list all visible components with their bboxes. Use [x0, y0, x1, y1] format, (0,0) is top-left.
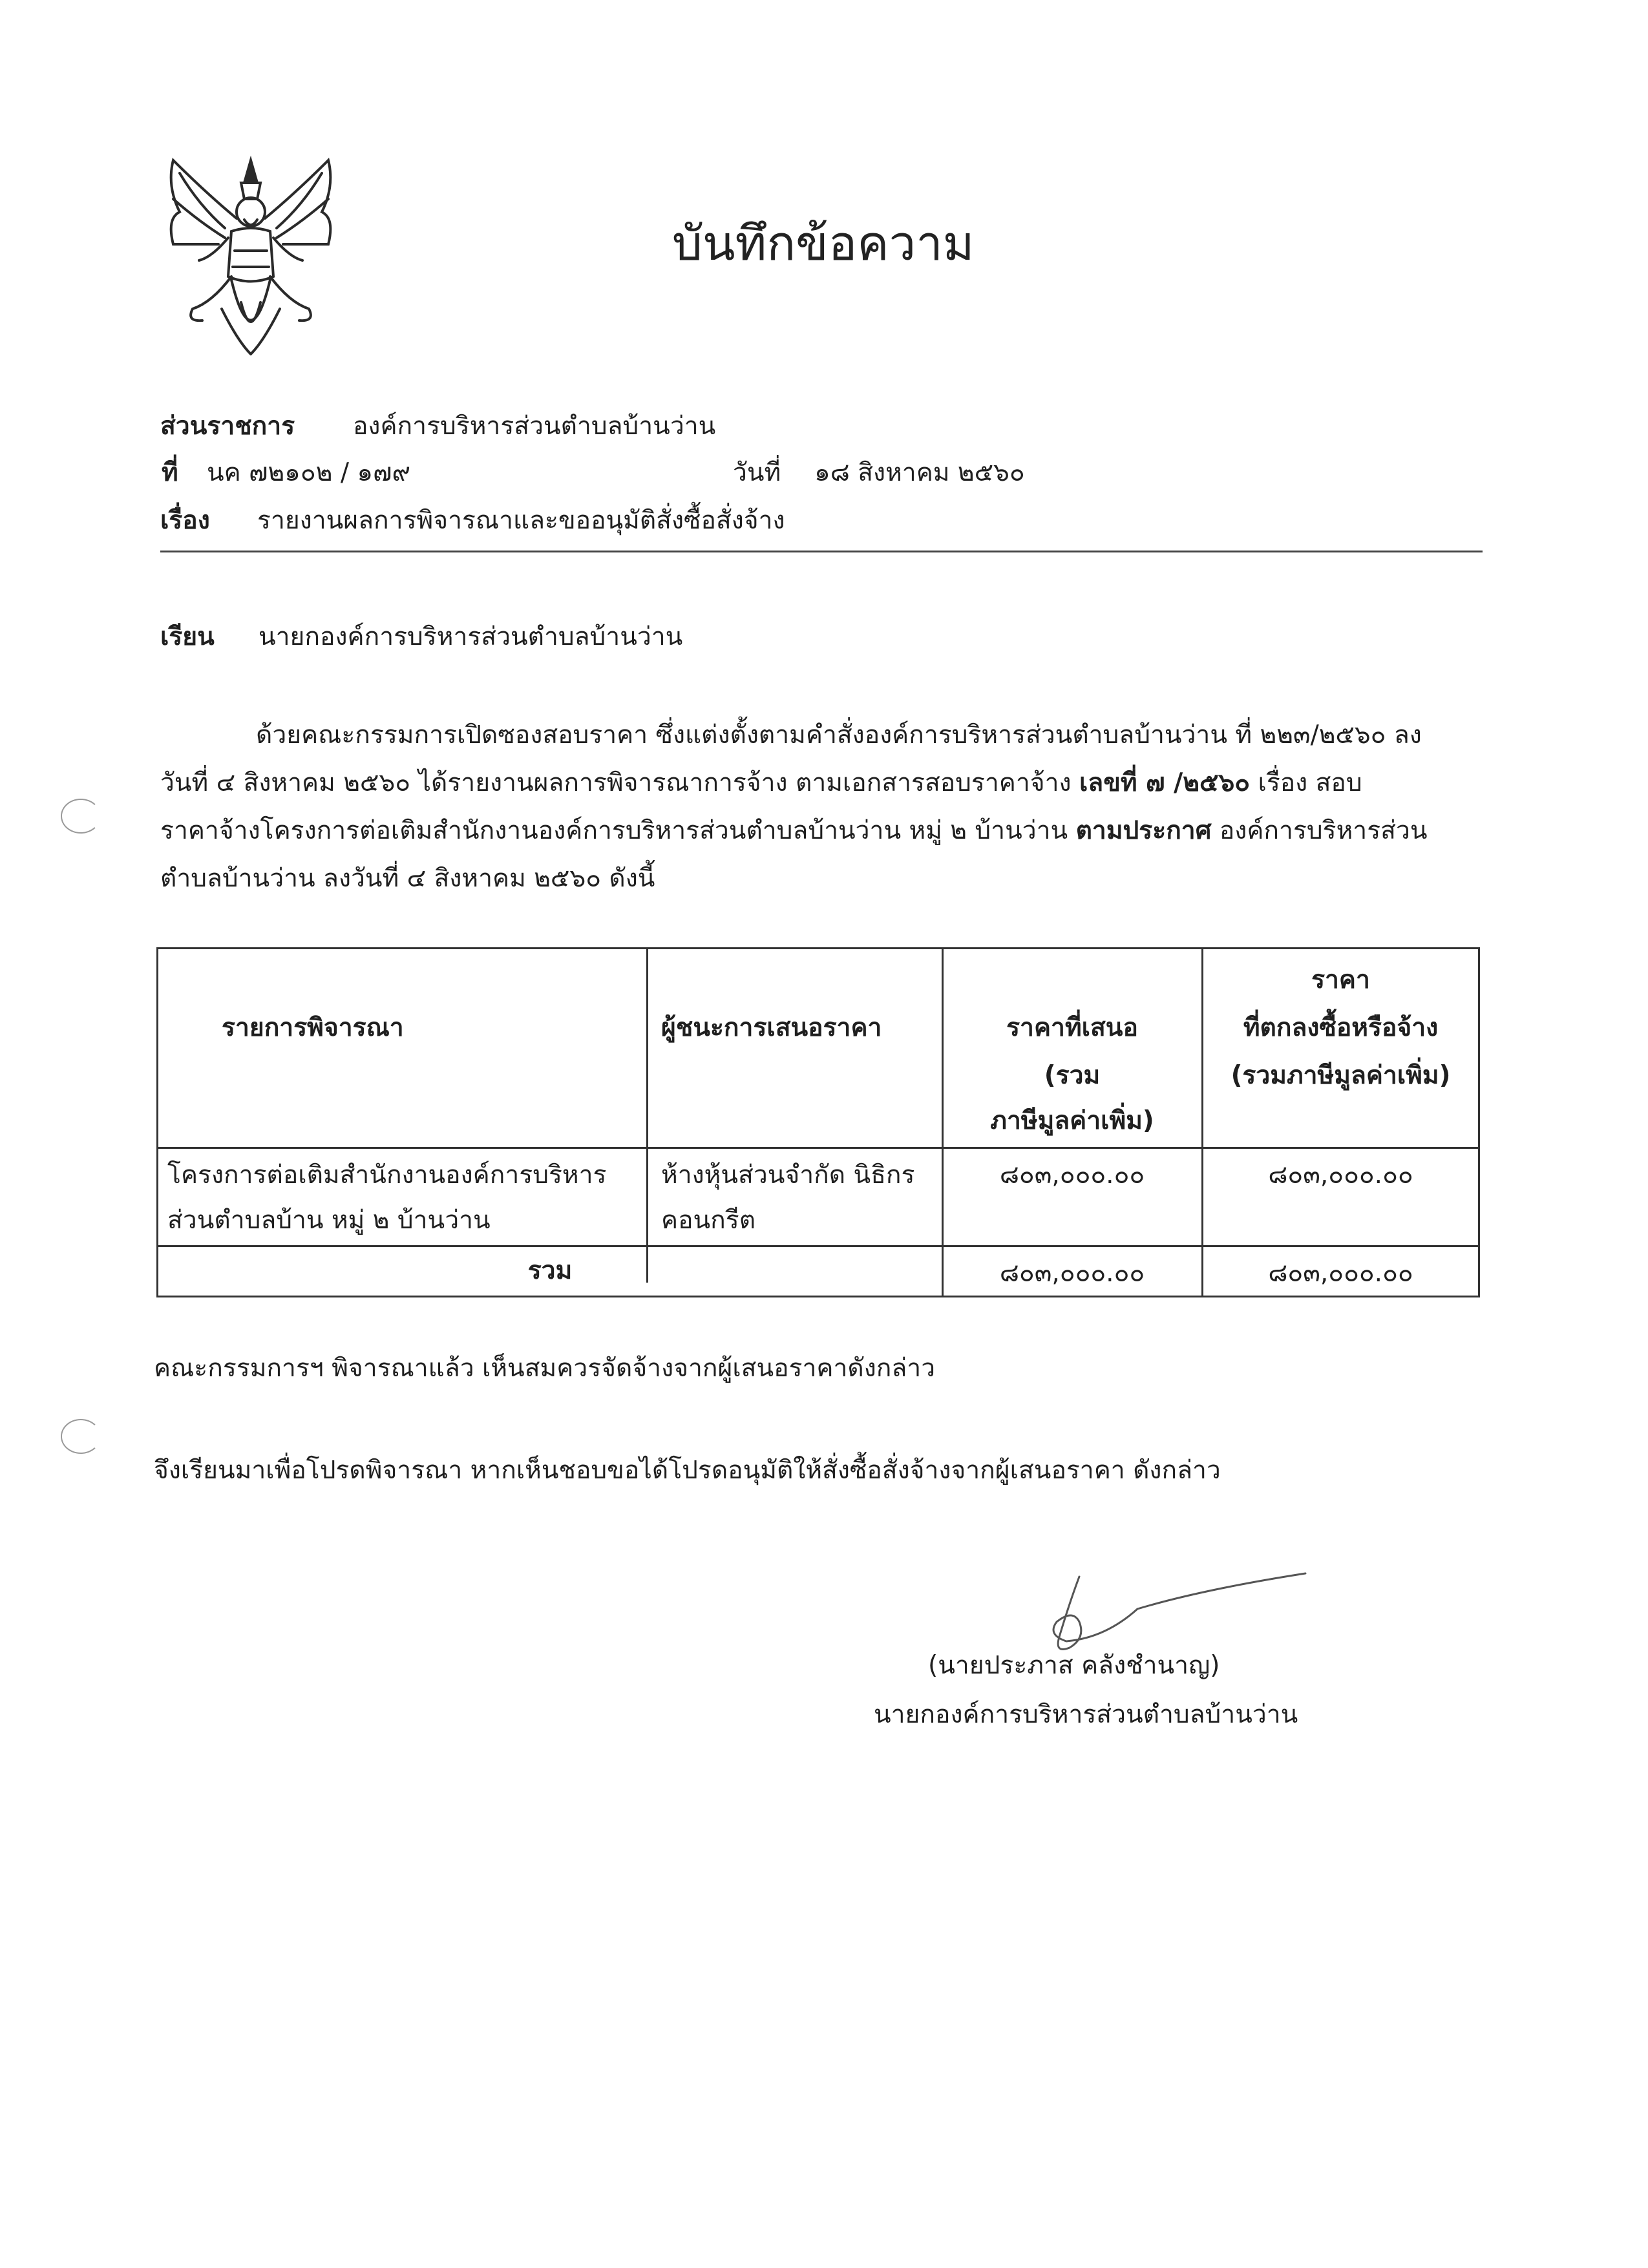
header-agreed-price-vat: (รวมภาษีมูลค่าเพิ่ม)	[1231, 1061, 1451, 1090]
garuda-emblem-icon	[154, 147, 348, 361]
date-value: ๑๘ สิงหาคม ๒๕๖๐	[814, 458, 1025, 487]
total-agreed-price: ๘๐๓,๐๐๐.๐๐	[1268, 1259, 1413, 1288]
total-offered-price: ๘๐๓,๐๐๐.๐๐	[999, 1259, 1145, 1288]
subject-label: เรื่อง	[160, 506, 210, 535]
signatory-name: (นายประภาส คลังชำนาญ)	[928, 1651, 1220, 1680]
header-offered-price-vat: ภาษีมูลค่าเพิ่ม)	[990, 1106, 1154, 1135]
binder-hole-mark	[61, 799, 101, 834]
paragraph-line-3	[160, 818, 1428, 843]
row-item-line-2: ส่วนตำบลบ้าน หมู่ ๒ บ้านว่าน	[167, 1206, 491, 1235]
subject-value: รายงานผลการพิจารณาและขออนุมัติสั่งซื้อสั่งจ้าง	[257, 506, 785, 535]
row-winner-line-2: คอนกรีต	[661, 1206, 756, 1235]
reference-label: ที่	[162, 458, 178, 487]
paragraph-line-4: ตำบลบ้านว่าน ลงวันที่ ๔ สิงหาคม ๒๕๖๐ ดังนี้	[160, 864, 655, 893]
document-number: เลขที่ ๗ /๒๕๖๐	[1079, 768, 1251, 797]
salutation-label: เรียน	[160, 622, 215, 651]
header-agreed-price-desc: ที่ตกลงซื้อหรือจ้าง	[1243, 1013, 1439, 1042]
header-offered-price-note: (รวม	[1044, 1061, 1101, 1090]
row-offered-price: ๘๐๓,๐๐๐.๐๐	[999, 1160, 1145, 1190]
salutation-value: นายกองค์การบริหารส่วนตำบลบ้านว่าน	[259, 622, 683, 651]
reference-number: นค ๗๒๑๐๒ / ๑๗๙	[207, 458, 411, 487]
header-item: รายการพิจารณา	[222, 1013, 404, 1042]
paragraph-line-3-text: ราคาจ้างโครงการต่อเติมสำนักงานองค์การบริหารส่วนตำบลบ้านว่าน หมู่ ๒ บ้านว่าน	[160, 816, 1068, 845]
announcement-reference: ตามประกาศ	[1075, 816, 1212, 845]
header-offered-price: ราคาที่เสนอ	[1006, 1013, 1138, 1042]
handwritten-signature	[1008, 1564, 1312, 1661]
header-winner: ผู้ชนะการเสนอราคา	[661, 1013, 882, 1042]
agency-value: องค์การบริหารส่วนตำบลบ้านว่าน	[353, 412, 716, 441]
paragraph-line-3-tail: องค์การบริหารส่วน	[1219, 816, 1428, 845]
committee-statement: คณะกรรมการฯ พิจารณาแล้ว เห็นสมควรจัดจ้างจากผู้เสนอราคาดังกล่าว	[154, 1354, 936, 1383]
bid-result-table	[156, 947, 1480, 1297]
signatory-position: นายกองค์การบริหารส่วนตำบลบ้านว่าน	[874, 1700, 1298, 1729]
table-column-divider	[1201, 949, 1203, 1296]
paragraph-line-2-text: วันที่ ๔ สิงหาคม ๒๕๖๐ ได้รายงานผลการพิจารณาการจ้าง ตามเอกสารสอบราคาจ้าง	[160, 768, 1072, 797]
binder-hole-mark	[61, 1419, 101, 1454]
table-row-divider	[158, 1147, 1478, 1149]
paragraph-line-2	[160, 770, 1362, 795]
header-agreed-price: ราคา	[1311, 965, 1370, 994]
paragraph-line-1: ด้วยคณะกรรมการเปิดซองสอบราคา ซึ่งแต่งตั้งตามคำสั่งองค์การบริหารส่วนตำบลบ้านว่าน ที่ ๒๒๓/๒๕๖๐ ลง	[256, 720, 1422, 750]
total-label: รวม	[527, 1256, 573, 1285]
paragraph-line-2-tail: เรื่อง สอบ	[1258, 768, 1362, 797]
request-statement: จึงเรียนมาเพื่อโปรดพิจารณา หากเห็นชอบขอได้โปรดอนุมัติให้สั่งซื้อสั่งจ้างจากผู้เสนอราคา ดังกล่าว	[154, 1456, 1221, 1485]
table-row-divider	[158, 1245, 1478, 1247]
document-title: บันทึกข้อความ	[672, 216, 975, 271]
agency-label: ส่วนราชการ	[160, 412, 295, 441]
table-column-divider	[646, 949, 648, 1283]
header-divider	[160, 551, 1483, 552]
row-agreed-price: ๘๐๓,๐๐๐.๐๐	[1268, 1160, 1413, 1190]
row-item-line-1: โครงการต่อเติมสำนักงานองค์การบริหาร	[167, 1160, 607, 1190]
date-label: วันที่	[733, 458, 781, 487]
row-winner-line-1: ห้างหุ้นส่วนจำกัด นิธิกร	[661, 1160, 915, 1190]
